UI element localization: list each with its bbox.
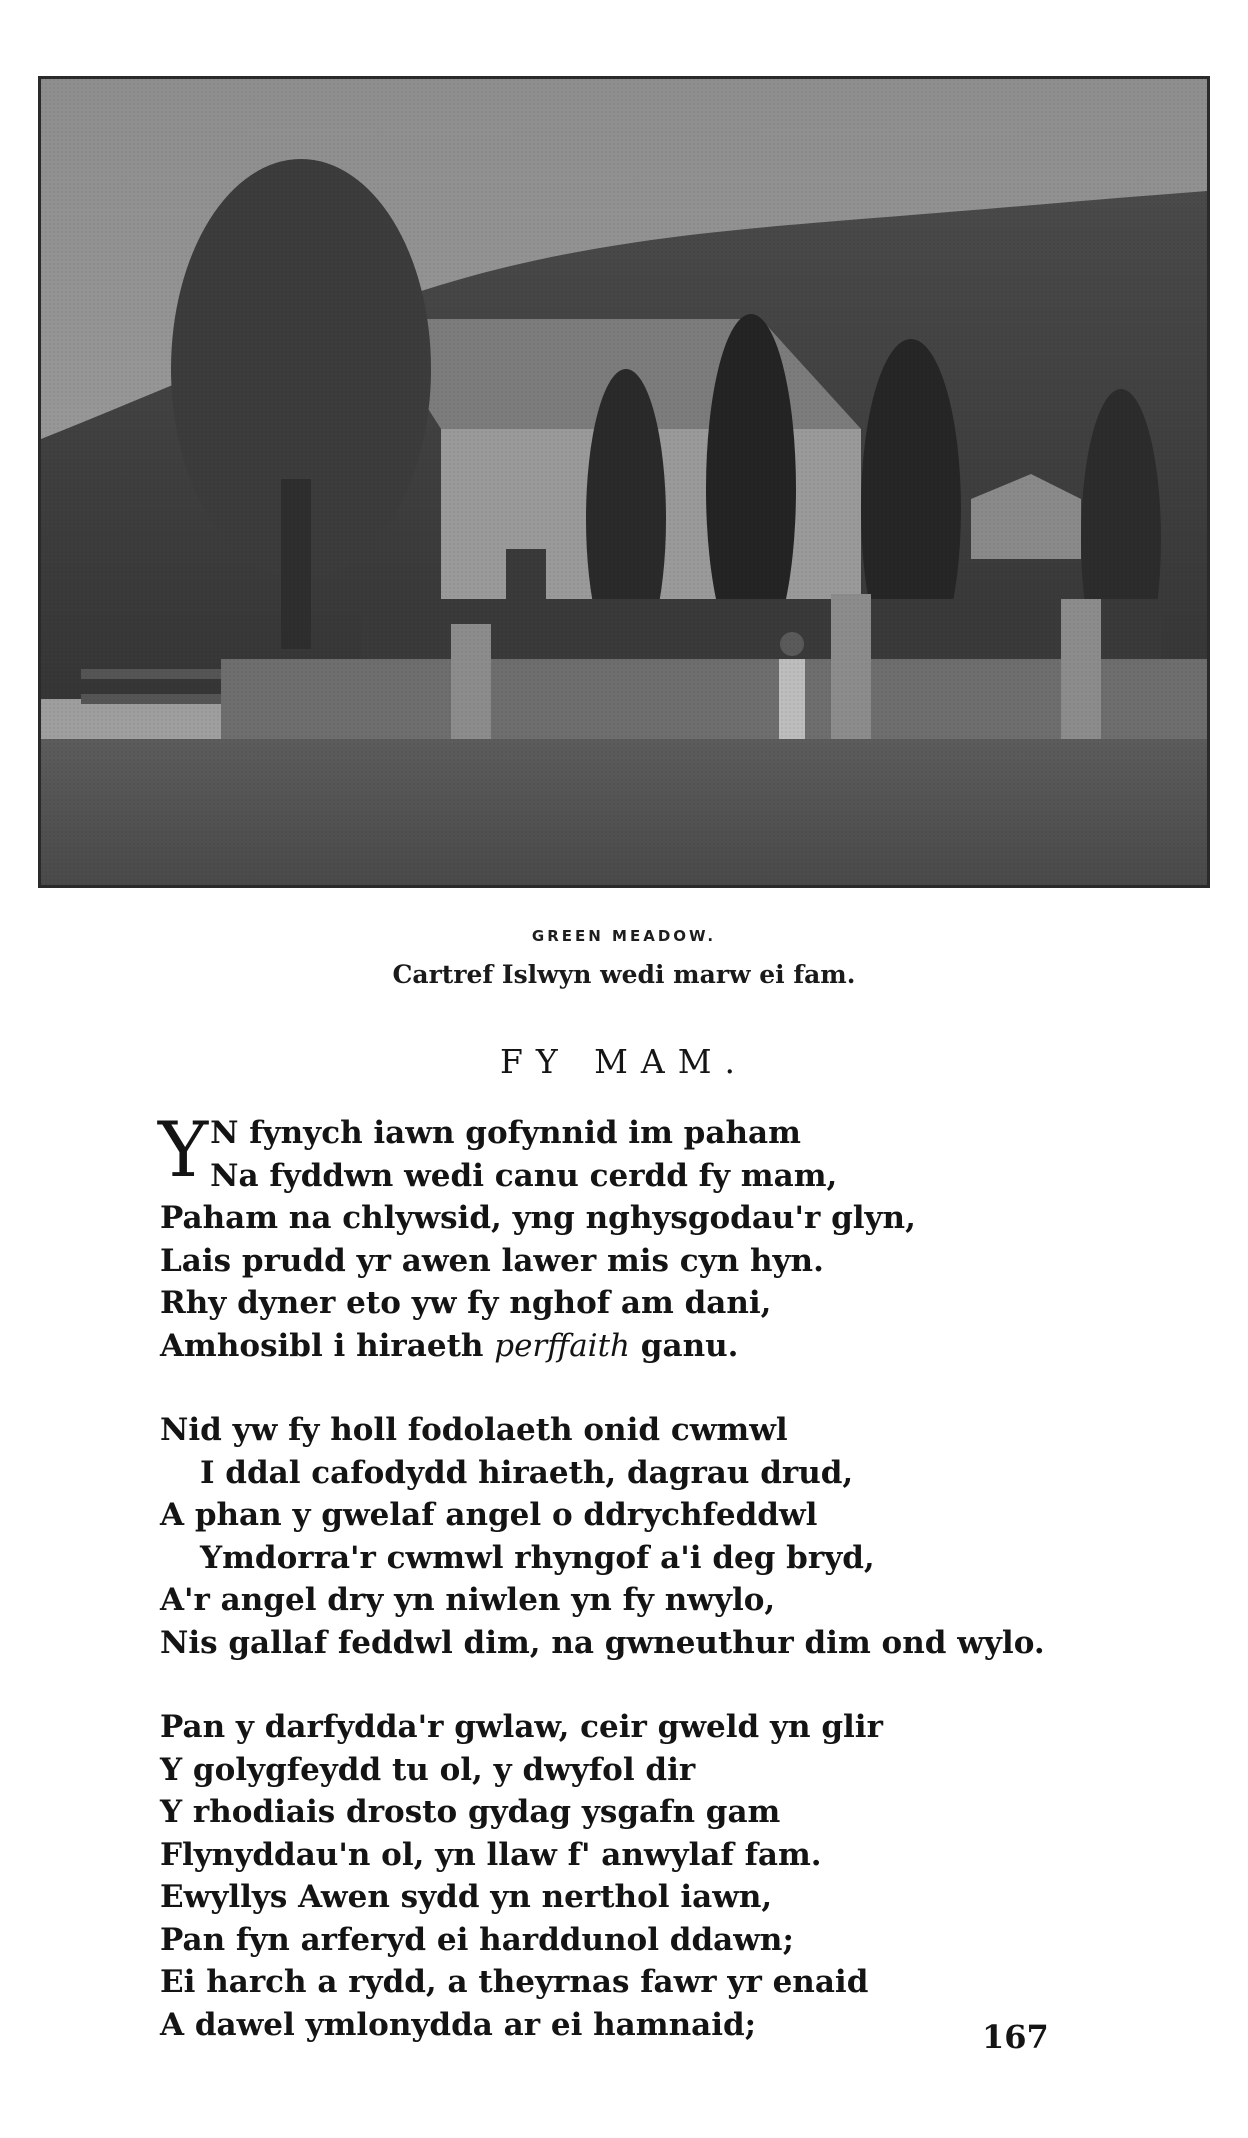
photo-illustration <box>41 79 1207 885</box>
italic-word: perffaith <box>494 1327 631 1364</box>
photo-caption-title: GREEN MEADOW. <box>531 927 717 945</box>
stanza-2 <box>160 1409 1180 1664</box>
poem-line: Pan y darfydda'r gwlaw, ceir gweld yn glir <box>160 1709 883 1745</box>
photograph-green-meadow <box>38 76 1210 888</box>
poem-line: Y rhodiais drosto gydag ysgafn gam <box>160 1794 781 1830</box>
poem-line: Rhy dyner eto yw fy nghof am dani, <box>160 1285 772 1321</box>
page-number: 167 <box>982 2018 1049 2056</box>
poem-line: Ei harch a rydd, a theyrnas fawr yr enaid <box>160 1964 869 2000</box>
poem-line: Nis gallaf feddwl dim, na gwneuthur dim ond wylo. <box>160 1624 1045 1661</box>
poem-line: Pan fyn arferyd ei harddunol ddawn; <box>160 1921 794 1958</box>
poem-body <box>158 1105 1180 2088</box>
poem-line: Lais prudd yr awen lawer mis cyn hyn. <box>160 1242 824 1279</box>
poem-line: Ewyllys Awen sydd yn nerthol iawn, <box>160 1879 773 1915</box>
poem-line: A dawel ymlonydda ar ei hamnaid; <box>160 2006 757 2043</box>
poem-line: Na fyddwn wedi canu cerdd fy mam, <box>210 1157 838 1194</box>
poem-line: A'r angel dry yn niwlen yn fy nwylo, <box>160 1582 776 1618</box>
poem-line-part: Amhosibl i hiraeth <box>160 1327 495 1364</box>
poem-line: A phan y gwelaf angel o ddrychfeddwl <box>160 1497 818 1533</box>
stanza-3 <box>160 1706 1180 2046</box>
poem-line <box>160 1325 1180 1368</box>
poem-line: Y golygfeydd tu ol, y dwyfol dir <box>160 1751 696 1788</box>
poem-line: Nid yw fy holl fodolaeth onid cwmwl <box>160 1412 788 1448</box>
photo-caption-subtitle: Cartref Islwyn wedi marw ei fam. <box>392 960 856 989</box>
stanza-1 <box>158 1105 1180 1367</box>
poem-line: Flynyddau'n ol, yn llaw f' anwylaf fam. <box>160 1836 822 1873</box>
poem-line: Ymdorra'r cwmwl rhyngof a'i deg bryd, <box>200 1539 875 1576</box>
poem-line: I ddal cafodydd hiraeth, dagrau drud, <box>200 1454 854 1491</box>
drop-cap: Y <box>158 1105 209 1194</box>
poem-title: FY MAM. <box>499 1042 749 1081</box>
poem-line-part: ganu. <box>630 1327 739 1364</box>
poem-line: Paham na chlywsid, yng nghysgodau'r glyn, <box>160 1200 916 1236</box>
poem-line: N fynych iawn gofynnid im paham <box>210 1115 801 1151</box>
